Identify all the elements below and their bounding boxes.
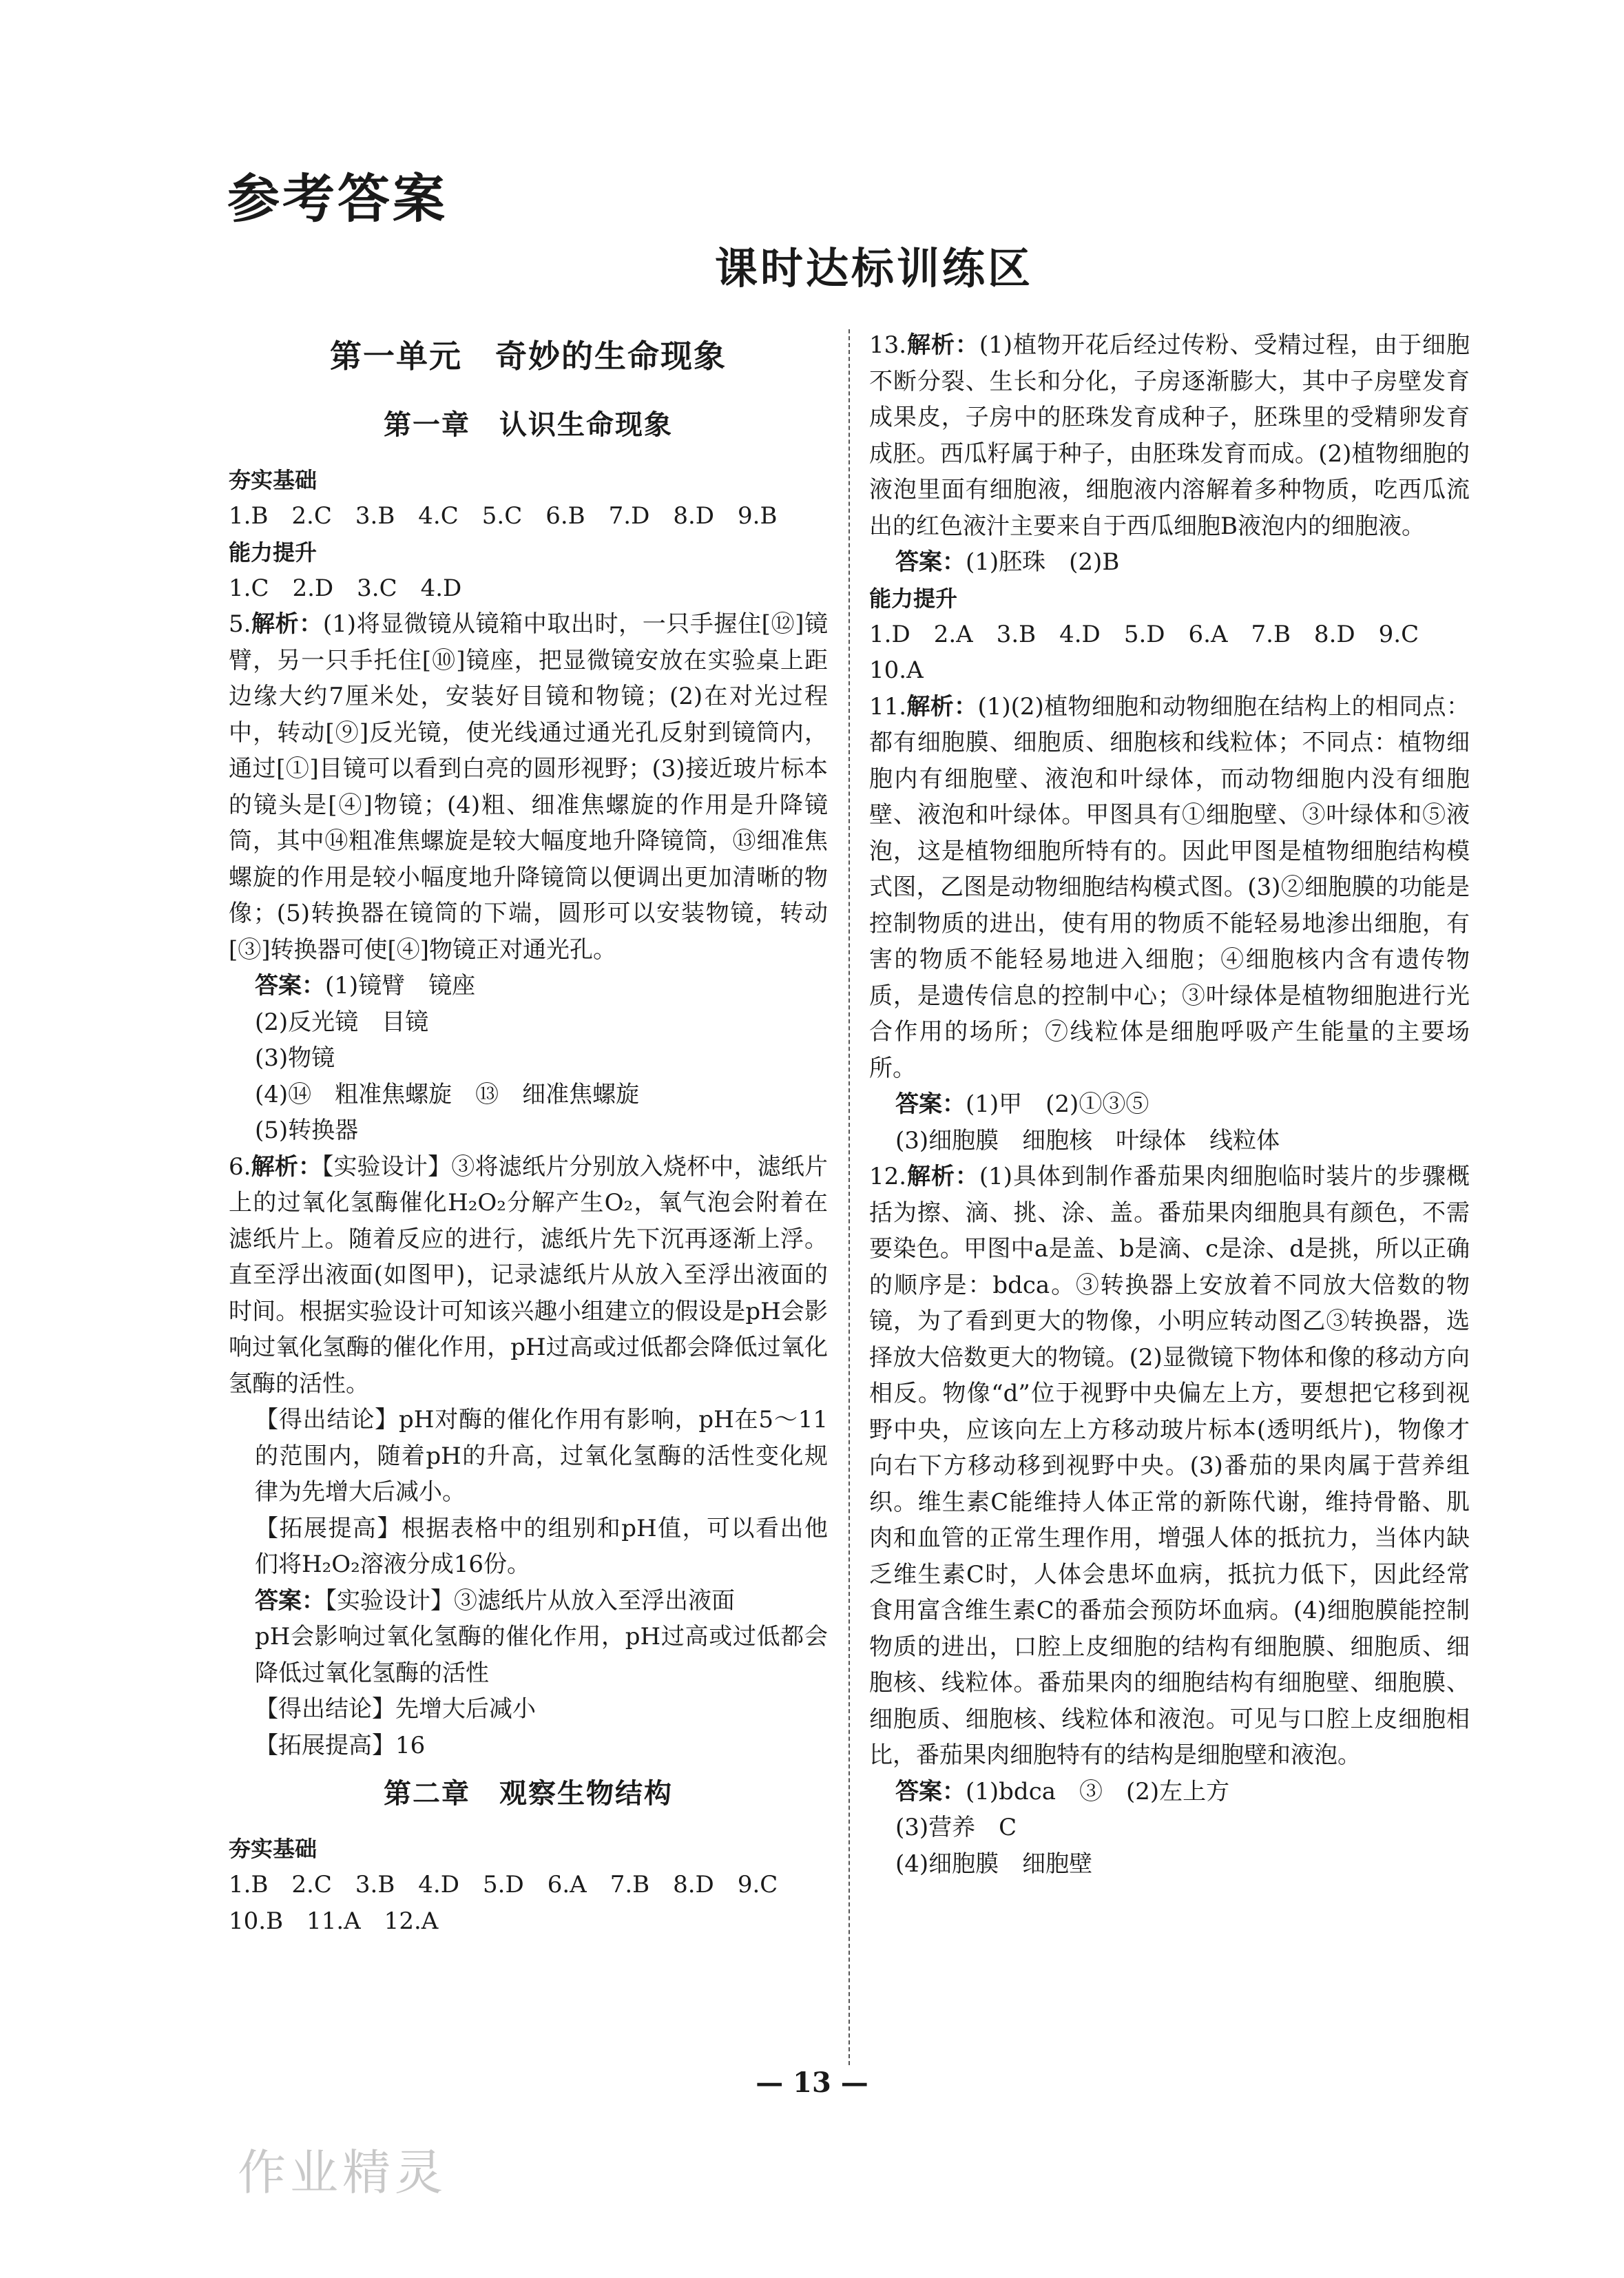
page-number: — 13 — [756,2067,868,2099]
question-6 [229,1149,828,1402]
question-number: 11. [869,692,907,721]
answer-label: 答案： [255,972,325,1000]
analysis-label: 解析： [251,610,323,638]
right-column [869,327,1470,1882]
answer-line: 1.C 2.D 3.C 4.D [229,574,462,602]
section-heading: 能力提升 [229,539,317,566]
question-12 [869,1159,1470,1774]
answer-label: 答案： [895,1090,966,1118]
answer-text: (1)甲 (2)①③⑤ [966,1090,1149,1118]
analysis-text: (1)(2)植物细胞和动物细胞在结构上的相同点：都有细胞膜、细胞质、细胞核和线粒体；不同点：植物细胞内有细胞壁、液泡和叶绿体，而动物细胞内没有细胞壁、液泡和叶绿体。甲图具有①细胞壁、③叶绿体和⑤液泡，这是植物细胞所特有的。因此甲图是植物细胞结构模式图，乙图是动物细胞结构模式图。(3)②细胞膜的功能是控制物质的进出，使有用的物质不能轻易地渗出细胞，有害的物质不能轻易地进入细胞；④细胞核内含有遗传物质，是遗传信息的控制中心；③叶绿体是植物细胞进行光合作用的场所；⑦线粒体是细胞呼吸产生能量的主要场所。 [869,692,1470,1082]
analysis-label: 解析： [906,1163,979,1190]
answer-line [869,544,1470,581]
analysis-paragraph: 【得出结论】pH对酶的催化作用有影响，pH在5～11的范围内，随着pH的升高，过氧化氢酶的活性变化规律为先增大后减小。 [255,1406,828,1506]
answer-line: (3)细胞膜 细胞核 叶绿体 线粒体 [895,1126,1280,1154]
answer-text: (1)胚珠 (2)B [966,548,1120,576]
answer-line [869,1086,1470,1123]
section-heading: 夯实基础 [229,467,317,493]
question-number: 6. [229,1152,251,1181]
section-heading: 夯实基础 [229,1836,317,1862]
question-13 [869,327,1470,544]
answer-line: (2)反光镜 目镜 [255,1008,429,1036]
answer-line: 10.A [869,656,924,684]
question-number: 13. [869,331,907,359]
question-number: 12. [869,1163,907,1190]
watermark: 作业精灵 [238,2144,447,2201]
answer-line: (4)细胞膜 细胞壁 [895,1850,1093,1878]
answer-line: pH会影响过氧化氢酶的催化作用，pH过高或过低都会降低过氧化氢酶的活性 [255,1623,828,1687]
chapter-title: 第二章 观察生物结构 [384,1778,673,1810]
section-title: 课时达标训练区 [714,243,1033,293]
question-5 [229,606,828,968]
answer-line [229,968,828,1004]
answer-line: 1.D 2.A 3.B 4.D 5.D 6.A 7.B 8.D 9.C [869,620,1419,648]
answer-line: 1.B 2.C 3.B 4.C 5.C 6.B 7.D 8.D 9.B [229,502,778,530]
answer-line: 【得出结论】先增大后减小 [255,1695,536,1723]
analysis-text: (1)将显微镜从镜箱中取出时，一只手握住[⑫]镜臂，另一只手托住[⑩]镜座，把显微镜安放在实验桌上距边缘大约7厘米处，安装好目镜和物镜；(2)在对光过程中，转动[⑨]反光镜，使光线通过通光孔反射到镜筒内，通过[①]目镜可以看到白亮的圆形视野；(3)接近玻片标本的镜头是[④]物镜；(4)粗、细准焦螺旋的作用是升降镜筒，其中⑭粗准焦螺旋是较大幅度地升降镜筒，⑬细准焦螺旋的作用是较小幅度地升降镜筒以便调出更加清晰的物像；(5)转换器在镜筒的下端，圆形可以安装物镜，转动[③]转换器可使[④]物镜正对通光孔。 [229,610,828,964]
analysis-paragraph: 【拓展提高】根据表格中的组别和pH值，可以看出他们将H₂O₂溶液分成16份。 [255,1514,828,1578]
answer-line: 10.B 11.A 12.A [229,1907,439,1935]
question-11 [869,689,1470,1087]
answer-label: 答案： [255,1586,325,1615]
answer-label: 答案： [895,1777,966,1805]
answer-line: 【拓展提高】16 [255,1731,426,1759]
answer-line: (3)物镜 [255,1044,335,1072]
column-divider [849,329,850,2065]
answer-line: (3)营养 C [895,1814,1017,1841]
analysis-text: (1)具体到制作番茄果肉细胞临时装片的步骤概括为擦、滴、挑、涂、盖。番茄果肉细胞具有颜色，不需要染色。甲图中a是盖、b是滴、c是涂、d是挑，所以正确的顺序是：bdca。③转换器上安放着不同放大倍数的物镜，为了看到更大的物像，小明应转动图乙③转换器，选择放大倍数更大的物镜。(2)显微镜下物体和像的移动方向相反。物像“d”位于视野中央偏左上方，要想把它移到视野中央，应该向左上方移动玻片标本(透明纸片)，物像才向右下方移动移到视野中央。(3)番茄的果肉属于营养组织。维生素C能维持人体正常的新陈代谢，维持骨骼、肌肉和血管的正常生理作用，增强人体的抵抗力，当体内缺乏维生素C时，人体会患坏血病，抵抗力低下，因此经常食用富含维生素C的番茄会预防坏血病。(4)细胞膜能控制物质的进出，口腔上皮细胞的结构有细胞膜、细胞质、细胞核、线粒体。番茄果肉的细胞结构有细胞壁、细胞膜、细胞质、细胞核、线粒体和液泡。可见与口腔上皮细胞相比，番茄果肉细胞特有的结构是细胞壁和液泡。 [869,1163,1470,1769]
answer-line: (4)⑭ 粗准焦螺旋 ⑬ 细准焦螺旋 [255,1080,640,1108]
page-title: 参考答案 [227,168,448,229]
analysis-text: (1)植物开花后经过传粉、受精过程，由于细胞不断分裂、生长和分化，子房逐渐膨大，其中子房壁发育成果皮，子房中的胚珠发育成种子，胚珠里的受精卵发育成胚。西瓜籽属于种子，由胚珠发育而成。(2)植物细胞的液泡里面有细胞液，细胞液内溶解着多种物质，吃西瓜流出的红色液汁主要来自于西瓜细胞B液泡内的细胞液。 [869,331,1470,540]
section-heading: 能力提升 [869,585,958,612]
answer-line [229,1583,828,1619]
answer-label: 答案： [895,548,966,576]
analysis-label: 解析： [906,692,978,721]
answer-text: (1)bdca ③ (2)左上方 [966,1777,1230,1805]
question-number: 5. [229,610,251,638]
answer-text: 【实验设计】③滤纸片从放入至浮出液面 [325,1586,735,1615]
chapter-title: 第一章 认识生命现象 [384,409,673,441]
analysis-text: 【实验设计】③将滤纸片分别放入烧杯中，滤纸片上的过氧化氢酶催化H₂O₂分解产生O₂，氧气泡会附着在滤纸片上。随着反应的进行，滤纸片先下沉再逐渐上浮。直至浮出液面(如图甲)，记录滤纸片从放入至浮出液面的时间。根据实验设计可知该兴趣小组建立的假设是pH会影响过氧化氢酶的催化作用，pH过高或过低都会降低过氧化氢酶的活性。 [229,1152,829,1398]
answer-line [869,1774,1470,1810]
analysis-label: 解析： [906,331,979,359]
answer-text: (1)镜臂 镜座 [325,972,476,1000]
unit-title: 第一单元 奇妙的生命现象 [330,338,727,375]
answer-line: 1.B 2.C 3.B 4.D 5.D 6.A 7.B 8.D 9.C [229,1871,778,1898]
left-column [229,327,828,1939]
analysis-label: 解析： [251,1152,322,1181]
answer-line: (5)转换器 [255,1117,359,1144]
